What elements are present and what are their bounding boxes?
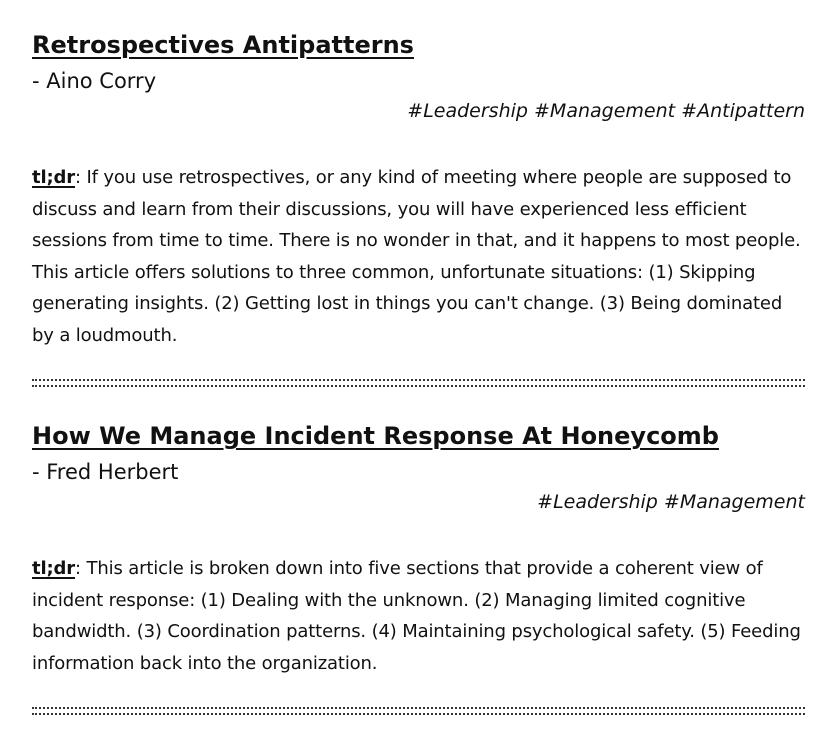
- article-tags: [32, 98, 805, 124]
- article-author: - Aino Corry: [32, 69, 157, 93]
- article-summary: [32, 162, 805, 351]
- summary-text: : If you use retrospectives, or any kind of meeting where people are supposed to discuss and learn from their discussions, you will have experienced less efficient sessions from time to time. There is no wonder in that, and it happens to most people. This article offers solutions to three common, unfortunate situations: (1) Skipping generating insights. (2) Getting lost in things you can't change. (3) Being dominated by a loudmouth.: [32, 167, 801, 346]
- tag-antipattern[interactable]: #Antipattern: [681, 100, 805, 122]
- article-card: [32, 387, 805, 715]
- tag-leadership[interactable]: #Leadership: [407, 100, 528, 122]
- dotted-divider: [32, 707, 805, 715]
- tag-management[interactable]: #Management: [663, 491, 805, 513]
- tag-leadership[interactable]: #Leadership: [537, 491, 658, 513]
- article-card: [32, 0, 805, 387]
- tldr-label: tl;dr: [32, 558, 75, 579]
- dotted-divider: [32, 379, 805, 387]
- article-summary: [32, 553, 805, 679]
- summary-text: : This article is broken down into five sections that provide a coherent view of incident response: (1) Dealing with the unknown. (2) Managing limited cognitive bandwidth. (3) Coordination patterns. (4) Maintaining psychological safety. (5) Feeding information back into the organization.: [32, 558, 801, 674]
- tldr-label: tl;dr: [32, 167, 75, 188]
- article-author: - Fred Herbert: [32, 460, 179, 484]
- tag-management[interactable]: #Management: [534, 100, 676, 122]
- article-title-link[interactable]: How We Manage Incident Response At Honeycomb: [32, 422, 719, 450]
- article-tags: [32, 489, 805, 515]
- article-title-link[interactable]: Retrospectives Antipatterns: [32, 31, 414, 59]
